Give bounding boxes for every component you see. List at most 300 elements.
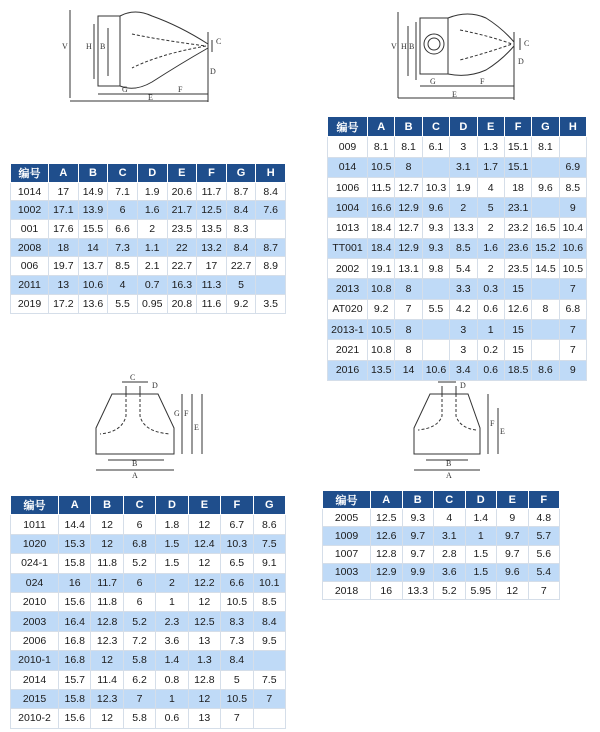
table-row xyxy=(11,573,286,592)
dimension-cell xyxy=(256,276,286,295)
model-code-cell: 1004 xyxy=(328,198,368,218)
diagram-label: B xyxy=(446,459,452,468)
column-header: F xyxy=(221,496,253,515)
dimension-cell: 7.2 xyxy=(123,631,155,650)
table-row xyxy=(11,592,286,611)
dimension-cell: 10.6 xyxy=(559,238,586,258)
dimension-cell xyxy=(422,279,449,299)
model-code-cell: 1003 xyxy=(323,563,371,581)
dimension-cell: 15.5 xyxy=(78,220,108,239)
dimension-cell: 6 xyxy=(123,592,155,611)
column-header: E xyxy=(497,491,529,509)
dimension-cell: 6.5 xyxy=(221,554,253,573)
dimension-cell: 8.4 xyxy=(253,612,285,631)
table-row xyxy=(11,220,286,239)
column-header: C xyxy=(422,117,449,137)
dimension-cell: 8 xyxy=(532,299,559,319)
dimension-cell: 8.7 xyxy=(226,182,256,201)
dimension-cell: 11.3 xyxy=(197,276,227,295)
model-code-cell: 1007 xyxy=(323,545,371,563)
column-header: B xyxy=(91,496,123,515)
dimension-cell: 0.6 xyxy=(477,360,504,380)
dimension-cell: 13.5 xyxy=(197,220,227,239)
table-row xyxy=(328,259,587,279)
dimension-cell: 9.3 xyxy=(402,509,434,527)
table-row xyxy=(328,137,587,157)
dimension-cell: 10.3 xyxy=(422,177,449,197)
dimension-cell: 16.8 xyxy=(59,651,91,670)
dimension-cell: 16.3 xyxy=(167,276,197,295)
dimension-cell: 12.7 xyxy=(395,177,422,197)
dimension-cell: 9.7 xyxy=(402,527,434,545)
model-code-cell: 1013 xyxy=(328,218,368,238)
column-header: F xyxy=(197,164,227,183)
dimension-cell: 8.7 xyxy=(256,238,286,257)
dimension-cell: 1.9 xyxy=(137,182,167,201)
dimension-cell: 11.7 xyxy=(197,182,227,201)
model-code-cell: 1014 xyxy=(11,182,49,201)
model-code-cell: 006 xyxy=(11,257,49,276)
dimension-cell: 9.3 xyxy=(422,218,449,238)
diagram-label: D xyxy=(210,67,216,76)
model-code-cell: 1009 xyxy=(323,527,371,545)
dimension-cell: 6.8 xyxy=(559,299,586,319)
dimension-cell: 10.4 xyxy=(559,218,586,238)
dimension-cell: 20.8 xyxy=(167,294,197,313)
dimension-cell: 15.2 xyxy=(532,238,559,258)
dimension-cell: 1.5 xyxy=(156,534,188,553)
table-row xyxy=(323,509,560,527)
dimension-cell: 9.7 xyxy=(497,527,529,545)
dimension-cell: 5.5 xyxy=(422,299,449,319)
dimension-cell: 13 xyxy=(188,631,220,650)
column-header: 编号 xyxy=(323,491,371,509)
dimension-cell: 12.5 xyxy=(197,201,227,220)
dimension-cell: 23.2 xyxy=(504,218,531,238)
dimension-cell: 0.2 xyxy=(477,340,504,360)
diagram-label: G xyxy=(430,77,436,86)
dimension-cell: 15 xyxy=(504,340,531,360)
dimension-cell: 9.7 xyxy=(402,545,434,563)
dimension-cell: 7 xyxy=(221,709,253,728)
model-code-cell: 2013 xyxy=(328,279,368,299)
model-code-cell: 2014 xyxy=(11,670,59,689)
dimension-cell: 10.5 xyxy=(368,319,395,339)
dimension-cell: 13.3 xyxy=(402,581,434,599)
column-header: 编号 xyxy=(11,496,59,515)
dimension-cell: 19.1 xyxy=(368,259,395,279)
dimension-cell: 13 xyxy=(188,709,220,728)
dimension-cell: 1.3 xyxy=(188,651,220,670)
dimension-cell: 12.3 xyxy=(91,689,123,708)
dimension-cell: 5.95 xyxy=(465,581,497,599)
dimension-cell: 16.8 xyxy=(59,631,91,650)
dimension-cell: 16.4 xyxy=(59,612,91,631)
column-header: C xyxy=(434,491,466,509)
dimension-cell: 10.6 xyxy=(422,360,449,380)
diagram-label: A xyxy=(132,471,138,480)
dimension-cell: 14.9 xyxy=(78,182,108,201)
dimension-cell: 7 xyxy=(559,279,586,299)
dimension-cell: 5.4 xyxy=(528,563,560,581)
dimension-cell: 1.1 xyxy=(137,238,167,257)
column-header: D xyxy=(465,491,497,509)
dimension-cell: 11.8 xyxy=(91,554,123,573)
model-code-cell: 1002 xyxy=(11,201,49,220)
table-row xyxy=(11,534,286,553)
dimension-cell: 12 xyxy=(188,592,220,611)
dimension-cell: 12.3 xyxy=(91,631,123,650)
table-row xyxy=(11,554,286,573)
diagram-label: E xyxy=(148,93,153,102)
dimension-cell: 15.1 xyxy=(504,137,531,157)
dimension-cell: 15 xyxy=(504,319,531,339)
model-code-cell: 2002 xyxy=(328,259,368,279)
dimension-cell: 4 xyxy=(477,177,504,197)
dimension-cell: 0.7 xyxy=(137,276,167,295)
dimension-cell: 11.6 xyxy=(197,294,227,313)
dimension-cell: 13.1 xyxy=(395,259,422,279)
dimension-cell: 6.7 xyxy=(221,515,253,534)
table-row xyxy=(11,709,286,728)
dimension-cell: 0.6 xyxy=(477,299,504,319)
dimension-cell: 17 xyxy=(197,257,227,276)
dimension-cell: 4.8 xyxy=(528,509,560,527)
model-code-cell: 024-1 xyxy=(11,554,59,573)
dimension-cell: 1 xyxy=(465,527,497,545)
dimension-cell: 12 xyxy=(188,515,220,534)
dimension-cell: 15.8 xyxy=(59,554,91,573)
table-header-row xyxy=(11,496,286,515)
dimension-cell: 1.8 xyxy=(156,515,188,534)
table-row xyxy=(328,198,587,218)
table-row xyxy=(11,201,286,220)
dimension-cell: 18.4 xyxy=(368,218,395,238)
model-code-cell: 2006 xyxy=(11,631,59,650)
diagram-front-view-2 xyxy=(394,372,524,480)
table-row xyxy=(323,563,560,581)
dimension-cell: 3.5 xyxy=(256,294,286,313)
column-header: B xyxy=(402,491,434,509)
model-code-cell: 2021 xyxy=(328,340,368,360)
table-row xyxy=(11,631,286,650)
dimension-cell: 15.6 xyxy=(59,592,91,611)
dimension-cell: 15.1 xyxy=(504,157,531,177)
dimension-cell: 9.5 xyxy=(253,631,285,650)
model-code-cell: 2016 xyxy=(328,360,368,380)
dimension-cell: 2 xyxy=(477,218,504,238)
dimension-cell: 12.8 xyxy=(371,545,403,563)
dimension-cell: 1 xyxy=(156,592,188,611)
dimension-cell xyxy=(422,157,449,177)
model-code-cell: 1020 xyxy=(11,534,59,553)
dimension-cell: 11.4 xyxy=(91,670,123,689)
dimension-cell: 14 xyxy=(78,238,108,257)
dimension-cell: 10.5 xyxy=(559,259,586,279)
model-code-cell: 2010 xyxy=(11,592,59,611)
dimension-cell: 11.5 xyxy=(368,177,395,197)
dimension-cell: 4.2 xyxy=(450,299,477,319)
model-code-cell: 2010-1 xyxy=(11,651,59,670)
model-code-cell: 2005 xyxy=(323,509,371,527)
dimension-cell: 8.1 xyxy=(395,137,422,157)
diagram-label: E xyxy=(194,423,199,432)
dimension-cell: 6.6 xyxy=(221,573,253,592)
dimension-cell: 5.8 xyxy=(123,709,155,728)
dimension-cell: 8 xyxy=(395,340,422,360)
model-code-cell: 2010-2 xyxy=(11,709,59,728)
model-code-cell: 024 xyxy=(11,573,59,592)
column-header: G xyxy=(226,164,256,183)
table-row xyxy=(328,279,587,299)
dimension-cell: 3 xyxy=(450,137,477,157)
dimension-cell: 13.5 xyxy=(368,360,395,380)
table-header-row xyxy=(323,491,560,509)
dimension-cell: 1 xyxy=(156,689,188,708)
dimension-cell: 8.9 xyxy=(256,257,286,276)
diagram-label: B xyxy=(132,459,138,468)
model-code-cell: 001 xyxy=(11,220,49,239)
dimension-cell: 17 xyxy=(49,182,79,201)
dimension-cell: 12.4 xyxy=(188,534,220,553)
table-row xyxy=(328,340,587,360)
diagram-label: G xyxy=(122,85,128,94)
dimension-cell: 12.6 xyxy=(371,527,403,545)
dimension-cell: 1.4 xyxy=(465,509,497,527)
table-row xyxy=(328,157,587,177)
table-row xyxy=(11,651,286,670)
dimension-cell xyxy=(253,651,285,670)
column-header: D xyxy=(137,164,167,183)
dimension-cell: 1.5 xyxy=(465,563,497,581)
dimension-cell: 3.4 xyxy=(450,360,477,380)
dimension-cell: 14 xyxy=(395,360,422,380)
dimension-cell: 5.6 xyxy=(528,545,560,563)
model-code-cell: 2011 xyxy=(11,276,49,295)
diagram-front-view-1 xyxy=(82,372,222,480)
dimension-cell: 8.1 xyxy=(532,137,559,157)
column-header: E xyxy=(167,164,197,183)
dimension-cell: 15.3 xyxy=(59,534,91,553)
model-code-cell: 2008 xyxy=(11,238,49,257)
dimension-cell: 7.6 xyxy=(256,201,286,220)
dimension-cell: 10.6 xyxy=(78,276,108,295)
dimension-cell: 12 xyxy=(91,709,123,728)
dimension-cell: 10.5 xyxy=(221,689,253,708)
dimension-cell: 16 xyxy=(59,573,91,592)
dimension-cell: 10.1 xyxy=(253,573,285,592)
dimension-cell: 11.8 xyxy=(91,592,123,611)
dimension-cell: 1 xyxy=(477,319,504,339)
table-row xyxy=(11,182,286,201)
dimension-cell: 12 xyxy=(91,515,123,534)
dimension-cell: 0.8 xyxy=(156,670,188,689)
dimension-cell: 12.5 xyxy=(371,509,403,527)
column-header: D xyxy=(156,496,188,515)
dimension-cell: 12 xyxy=(188,554,220,573)
diagram-label: C xyxy=(524,39,530,48)
dimension-cell xyxy=(532,157,559,177)
dimension-cell: 16.6 xyxy=(368,198,395,218)
dimension-cell: 7.3 xyxy=(221,631,253,650)
model-code-cell: 014 xyxy=(328,157,368,177)
dimension-cell: 8.5 xyxy=(108,257,138,276)
dimension-cell: 12.9 xyxy=(395,238,422,258)
spec-table-4 xyxy=(322,490,560,600)
diagram-label: F xyxy=(184,409,189,418)
spec-table-3 xyxy=(10,495,286,729)
dimension-cell xyxy=(256,220,286,239)
model-code-cell: 2013-1 xyxy=(328,319,368,339)
column-header: B xyxy=(395,117,422,137)
dimension-cell: 3.1 xyxy=(434,527,466,545)
dimension-cell: 4 xyxy=(108,276,138,295)
dimension-cell: 9.6 xyxy=(422,198,449,218)
dimension-cell: 16.5 xyxy=(532,218,559,238)
table-row xyxy=(11,515,286,534)
dimension-cell: 12.8 xyxy=(91,612,123,631)
dimension-cell: 12.9 xyxy=(371,563,403,581)
model-code-cell: 009 xyxy=(328,137,368,157)
dimension-cell: 12.6 xyxy=(504,299,531,319)
dimension-cell: 9.2 xyxy=(226,294,256,313)
model-code-cell: 1011 xyxy=(11,515,59,534)
diagram-label: H xyxy=(401,42,407,51)
table-header-row xyxy=(328,117,587,137)
dimension-cell: 1.6 xyxy=(477,238,504,258)
dimension-cell: 5.7 xyxy=(528,527,560,545)
dimension-cell: 19.7 xyxy=(49,257,79,276)
dimension-cell: 9.6 xyxy=(532,177,559,197)
dimension-cell: 8.1 xyxy=(368,137,395,157)
dimension-cell: 8 xyxy=(395,279,422,299)
table-row xyxy=(11,689,286,708)
dimension-cell: 7 xyxy=(528,581,560,599)
dimension-cell xyxy=(559,137,586,157)
table-row xyxy=(323,581,560,599)
dimension-cell: 1.6 xyxy=(137,201,167,220)
dimension-cell: 8.4 xyxy=(226,238,256,257)
dimension-cell: 7.1 xyxy=(108,182,138,201)
dimension-cell: 9 xyxy=(559,198,586,218)
dimension-cell: 8.4 xyxy=(221,651,253,670)
model-code-cell: 2018 xyxy=(323,581,371,599)
diagram-label: F xyxy=(490,419,495,428)
dimension-cell: 5.2 xyxy=(123,554,155,573)
dimension-cell: 5.4 xyxy=(450,259,477,279)
dimension-cell: 7.5 xyxy=(253,670,285,689)
dimension-cell xyxy=(532,279,559,299)
table-row xyxy=(11,276,286,295)
column-header: F xyxy=(528,491,560,509)
dimension-cell: 4 xyxy=(434,509,466,527)
column-header: F xyxy=(504,117,531,137)
dimension-cell: 23.6 xyxy=(504,238,531,258)
dimension-cell: 10.8 xyxy=(368,279,395,299)
dimension-cell: 0.95 xyxy=(137,294,167,313)
dimension-cell: 9 xyxy=(559,360,586,380)
dimension-cell xyxy=(422,340,449,360)
dimension-cell: 7.3 xyxy=(108,238,138,257)
dimension-cell: 8.5 xyxy=(253,592,285,611)
table-row xyxy=(11,238,286,257)
dimension-cell: 18.5 xyxy=(504,360,531,380)
dimension-cell: 8.3 xyxy=(221,612,253,631)
dimension-cell xyxy=(532,198,559,218)
dimension-cell: 6 xyxy=(123,515,155,534)
dimension-cell: 6.6 xyxy=(108,220,138,239)
dimension-cell: 8 xyxy=(395,157,422,177)
dimension-cell: 23.1 xyxy=(504,198,531,218)
column-header: E xyxy=(477,117,504,137)
dimension-cell: 22.7 xyxy=(226,257,256,276)
dimension-cell: 15 xyxy=(504,279,531,299)
table-row xyxy=(323,545,560,563)
dimension-cell: 14.4 xyxy=(59,515,91,534)
diagram-label: V xyxy=(62,42,68,51)
diagram-side-view-2 xyxy=(390,4,540,104)
diagram-label: D xyxy=(152,381,158,390)
dimension-cell xyxy=(532,340,559,360)
dimension-cell: 3.6 xyxy=(156,631,188,650)
dimension-cell: 11.7 xyxy=(91,573,123,592)
dimension-cell: 6.1 xyxy=(422,137,449,157)
diagram-label: E xyxy=(452,90,457,99)
dimension-cell: 1.3 xyxy=(477,137,504,157)
dimension-cell: 8.4 xyxy=(256,182,286,201)
dimension-cell: 12 xyxy=(91,651,123,670)
table-row xyxy=(328,319,587,339)
dimension-cell: 12 xyxy=(497,581,529,599)
dimension-cell: 7 xyxy=(559,319,586,339)
dimension-cell: 2.1 xyxy=(137,257,167,276)
table-row xyxy=(328,177,587,197)
dimension-cell: 18 xyxy=(504,177,531,197)
dimension-cell xyxy=(422,319,449,339)
dimension-cell: 12.5 xyxy=(188,612,220,631)
dimension-cell: 8 xyxy=(395,319,422,339)
dimension-cell: 9.1 xyxy=(253,554,285,573)
dimension-cell: 12 xyxy=(188,689,220,708)
dimension-cell: 7 xyxy=(395,299,422,319)
table-row xyxy=(328,299,587,319)
dimension-cell: 3 xyxy=(450,319,477,339)
column-header: G xyxy=(532,117,559,137)
dimension-cell: 12.2 xyxy=(188,573,220,592)
dimension-cell: 8.5 xyxy=(450,238,477,258)
dimension-cell: 5.2 xyxy=(123,612,155,631)
dimension-cell: 8.3 xyxy=(226,220,256,239)
column-header: A xyxy=(59,496,91,515)
dimension-cell: 17.1 xyxy=(49,201,79,220)
diagram-label: E xyxy=(500,427,505,436)
dimension-cell: 2.3 xyxy=(156,612,188,631)
table-header-row xyxy=(11,164,286,183)
diagram-side-view-1 xyxy=(60,4,230,104)
dimension-cell: 0.6 xyxy=(156,709,188,728)
dimension-cell: 12.8 xyxy=(188,670,220,689)
dimension-cell: 10.8 xyxy=(368,340,395,360)
dimension-cell xyxy=(532,319,559,339)
column-header: A xyxy=(368,117,395,137)
model-code-cell: 2015 xyxy=(11,689,59,708)
diagram-label: B xyxy=(409,42,415,51)
dimension-cell: 15.8 xyxy=(59,689,91,708)
column-header: B xyxy=(78,164,108,183)
dimension-cell: 13.3 xyxy=(450,218,477,238)
dimension-cell: 21.7 xyxy=(167,201,197,220)
column-header: H xyxy=(559,117,586,137)
